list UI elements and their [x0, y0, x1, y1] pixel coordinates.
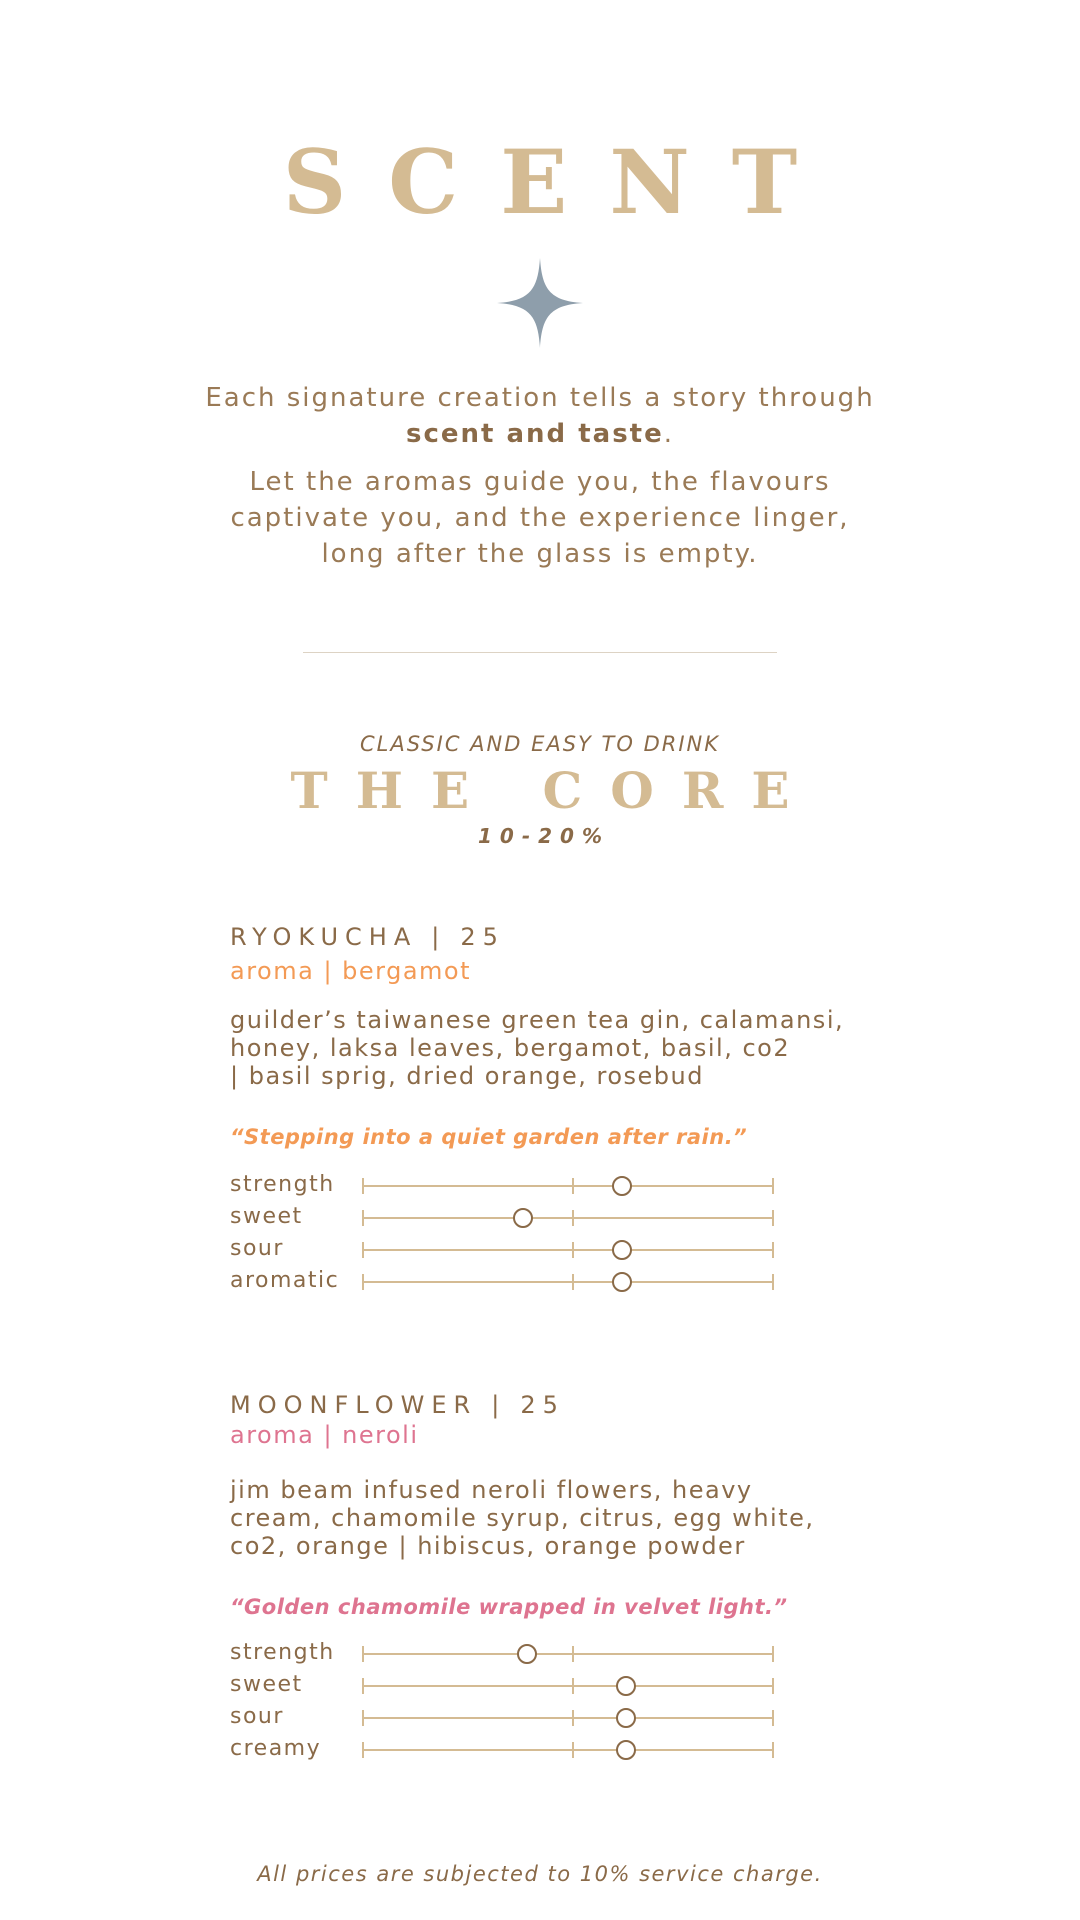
rating-marker	[616, 1676, 636, 1696]
description-line: guilder’s taiwanese green tea gin, calamansi,	[230, 1006, 845, 1034]
section-title: THE CORE	[290, 761, 818, 820]
rating-track	[362, 1653, 774, 1655]
drink-aroma: aroma | bergamot	[230, 957, 472, 985]
drink-quote: “Stepping into a quiet garden after rain.”	[230, 1125, 748, 1149]
rating-label: aromatic	[230, 1268, 340, 1293]
rating-label: sweet	[230, 1672, 303, 1697]
track-tick	[362, 1710, 364, 1726]
drink-card-moonflower	[230, 1390, 870, 1768]
service-charge-note: All prices are subjected to 10% service charge.	[257, 1862, 823, 1886]
rating-row-sweet	[230, 1204, 870, 1236]
track-tick	[772, 1242, 774, 1258]
rating-row-creamy	[230, 1736, 870, 1768]
intro-para2-line: Let the aromas guide you, the flavours	[249, 467, 831, 497]
rating-track	[362, 1685, 774, 1687]
track-tick	[572, 1710, 574, 1726]
intro-paragraph-1	[0, 380, 1080, 452]
track-tick	[362, 1178, 364, 1194]
track-tick	[772, 1210, 774, 1226]
intro-text	[0, 380, 1080, 572]
intro-para2-line: long after the glass is empty.	[321, 539, 759, 569]
rating-row-strength	[230, 1172, 870, 1204]
drink-aroma: aroma | neroli	[230, 1421, 419, 1449]
intro-period: .	[663, 419, 674, 449]
rating-row-sour	[230, 1704, 870, 1736]
track-tick	[772, 1710, 774, 1726]
section-abv-range: 10-20%	[477, 824, 610, 848]
track-tick	[362, 1210, 364, 1226]
description-line: honey, laksa leaves, bergamot, basil, co2	[230, 1034, 791, 1062]
section-divider	[303, 652, 777, 653]
intro-paragraph-2	[0, 464, 1080, 572]
rating-marker	[517, 1644, 537, 1664]
name-separator: |	[491, 1391, 507, 1419]
drink-price: 25	[460, 923, 505, 951]
track-tick	[362, 1274, 364, 1290]
track-tick	[772, 1646, 774, 1662]
rating-marker	[616, 1708, 636, 1728]
drink-price: 25	[520, 1391, 565, 1419]
rating-track	[362, 1185, 774, 1187]
intro-line-1: Each signature creation tells a story through	[205, 383, 875, 413]
track-tick	[772, 1678, 774, 1694]
description-line: | basil sprig, dried orange, rosebud	[230, 1062, 704, 1090]
section-kicker: CLASSIC AND EASY TO DRINK	[359, 732, 721, 756]
rating-label: strength	[230, 1172, 335, 1197]
track-tick	[572, 1678, 574, 1694]
track-tick	[572, 1242, 574, 1258]
four-point-star-icon	[497, 258, 583, 348]
intro-para2-line: captivate you, and the experience linger,	[230, 503, 850, 533]
drink-description	[230, 1476, 870, 1560]
drink-quote: “Golden chamomile wrapped in velvet light.”	[230, 1595, 788, 1619]
track-tick	[362, 1742, 364, 1758]
track-tick	[572, 1178, 574, 1194]
description-line: co2, orange | hibiscus, orange powder	[230, 1532, 746, 1560]
track-tick	[572, 1274, 574, 1290]
rating-label: sour	[230, 1704, 284, 1729]
rating-label: sweet	[230, 1204, 303, 1229]
rating-label: strength	[230, 1640, 335, 1665]
page-title: SCENT	[282, 130, 840, 234]
intro-bold-text: scent and taste	[405, 419, 664, 449]
flavour-profile	[230, 1172, 870, 1300]
rating-marker	[616, 1740, 636, 1760]
rating-track	[362, 1281, 774, 1283]
rating-row-aromatic	[230, 1268, 870, 1300]
flavour-profile	[230, 1640, 870, 1768]
rating-marker	[612, 1240, 632, 1260]
track-tick	[362, 1242, 364, 1258]
rating-track	[362, 1717, 774, 1719]
drink-name-line	[230, 1390, 870, 1420]
description-line: jim beam infused neroli flowers, heavy	[230, 1476, 753, 1504]
drink-name: RYOKUCHA	[230, 923, 418, 951]
description-line: cream, chamomile syrup, citrus, egg white,	[230, 1504, 815, 1532]
track-tick	[772, 1274, 774, 1290]
rating-row-strength	[230, 1640, 870, 1672]
rating-label: sour	[230, 1236, 284, 1261]
track-tick	[772, 1742, 774, 1758]
rating-track	[362, 1749, 774, 1751]
track-tick	[362, 1678, 364, 1694]
rating-label: creamy	[230, 1736, 322, 1761]
track-tick	[772, 1178, 774, 1194]
drink-name-line	[230, 922, 870, 952]
track-tick	[362, 1646, 364, 1662]
drink-card-ryokucha	[230, 922, 870, 1300]
rating-row-sweet	[230, 1672, 870, 1704]
track-tick	[572, 1742, 574, 1758]
rating-track	[362, 1217, 774, 1219]
rating-marker	[612, 1272, 632, 1292]
rating-row-sour	[230, 1236, 870, 1268]
rating-marker	[612, 1176, 632, 1196]
rating-track	[362, 1249, 774, 1251]
track-tick	[572, 1210, 574, 1226]
rating-marker	[513, 1208, 533, 1228]
drink-name: MOONFLOWER	[230, 1391, 478, 1419]
track-tick	[572, 1646, 574, 1662]
name-separator: |	[431, 923, 447, 951]
drink-description	[230, 1006, 870, 1090]
